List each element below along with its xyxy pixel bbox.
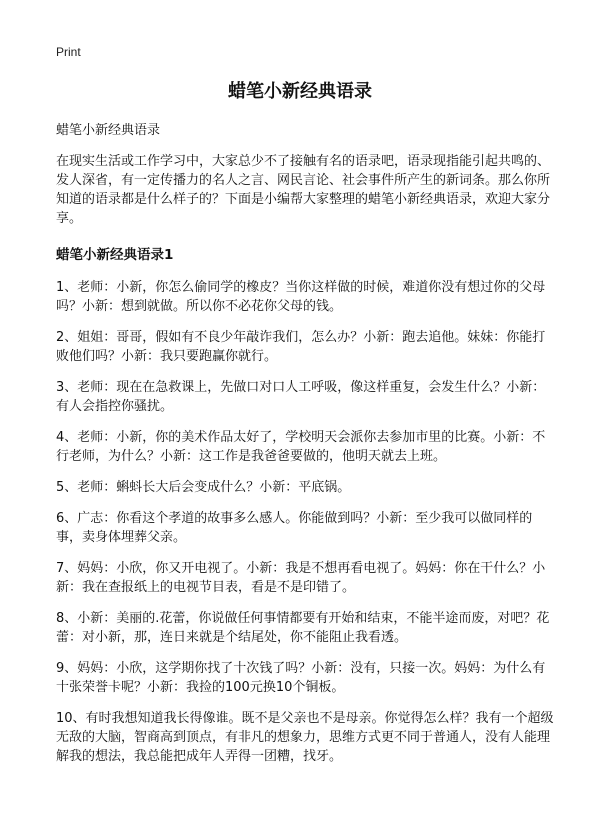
quote-item: 10、有时我想知道我长得像谁。既不是父亲也不是母亲。你觉得怎么样？我有一个超级无敌的大脑，智商高到顶点，有非凡的想象力，思维方式更不同于普通人，没有人能理解我的想法，我总能把成年人弄得一团糟，找牙。 (56, 711, 554, 764)
quote-item: 7、妈妈：小欣，你又开电视了。小新：我是不想再看电视了。妈妈：你在干什么？小新：我在查报纸上的电视节目表，看是不是印错了。 (56, 561, 546, 595)
section-heading: 蜡笔小新经典语录1 (56, 247, 174, 263)
quote-item: 3、老师：现在在急救课上，先做口对口人工呼吸，像这样重复，会发生什么？小新：有人会指控你骚扰。 (56, 380, 546, 414)
quote-item: 2、姐姐：哥哥，假如有不良少年敲诈我们，怎么办？小新：跑去追他。妹妹：你能打败他们吗？小新：我只要跑赢你就行。 (56, 330, 546, 364)
quote-item: 9、妈妈：小欣，这学期你找了十次钱了吗？小新：没有，只接一次。妈妈：为什么有十张荣誉卡呢？小新：我捡的100元换10个铜板。 (56, 661, 546, 695)
quote-item: 4、老师：小新，你的美术作品太好了，学校明天会派你去参加市里的比赛。小新：不行老师，为什么？小新：这工作是我爸爸要做的，他明天就去上班。 (56, 430, 546, 464)
quote-item: 1、老师：小新，你怎么偷同学的橡皮？当你这样做的时候，难道你没有想过你的父母吗？小新：想到就做。所以你不必花你父母的钱。 (56, 280, 546, 314)
quote-item: 5、老师：蝌蚪长大后会变成什么？小新：平底锅。 (56, 480, 351, 495)
article-subtitle: 蜡笔小新经典语录 (56, 123, 161, 138)
article-body (56, 121, 556, 778)
quote-item: 8、小新：美丽的.花蕾，你说做任何事情都要有开始和结束，不能半途而废，对吧？花蕾：对小新，那，连日来就是个结尾处，你不能阻止我看透。 (56, 611, 550, 645)
intro-paragraph: 在现实生活或工作学习中，大家总少不了接触有名的语录吧，语录现指能引起共鸣的、发人深省，有一定传播力的名人之言、网民言论、社会事件所产生的新词条。那么你所知道的语录都是什么样子的？下面是小编帮大家整理的蜡笔小新经典语录，欢迎大家分享。 (56, 154, 551, 226)
quote-item: 6、广志：你看这个孝道的故事多么感人。你能做到吗？小新：至少我可以做同样的事，卖身体埋葬父亲。 (56, 511, 533, 545)
print-link[interactable]: Print (56, 45, 81, 59)
page-title: 蜡笔小新经典语录 (228, 81, 372, 102)
